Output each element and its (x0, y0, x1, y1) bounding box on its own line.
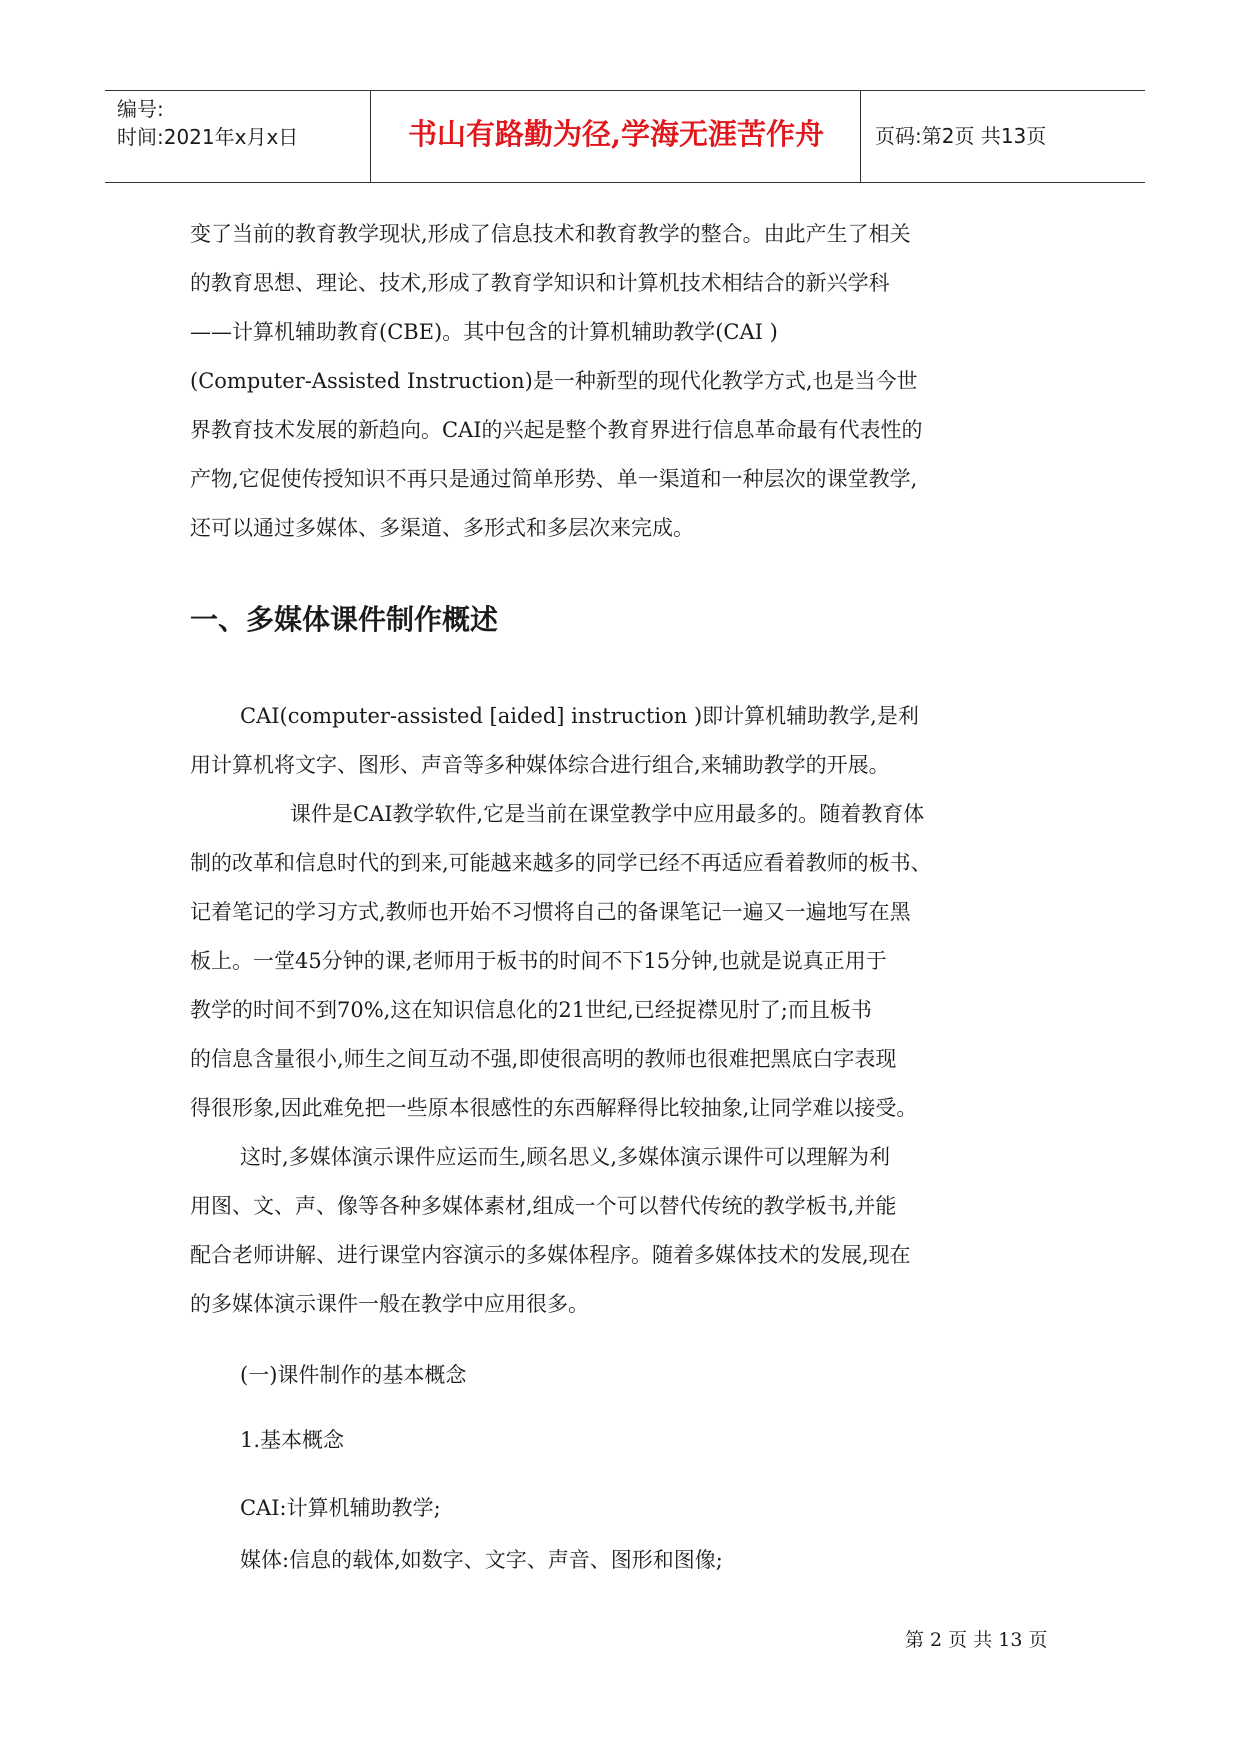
header-motto: 书山有路勤为径,学海无涯苦作舟 (407, 117, 825, 151)
text-line: 变了当前的教育教学现状,形成了信息技术和教育教学的整合。由此产生了相关 (190, 222, 911, 246)
text-line: 这时,多媒体演示课件应运而生,顾名思义,多媒体演示课件可以理解为利 (240, 1145, 891, 1169)
text-line: 用图、文、声、像等各种多媒体素材,组成一个可以替代传统的教学板书,并能 (190, 1194, 897, 1218)
text-line: 的多媒体演示课件一般在教学中应用很多。 (190, 1292, 589, 1316)
page-header (105, 90, 1145, 183)
header-divider (860, 91, 861, 182)
text-line: 记着笔记的学习方式,教师也开始不习惯将自己的备课笔记一遍又一遍地写在黑 (190, 900, 911, 924)
definition-line: CAI:计算机辅助教学; (240, 1496, 441, 1520)
time-label: 时间:2021年x月x日 (117, 125, 299, 149)
subheading: 1.基本概念 (240, 1428, 345, 1452)
subheading: (一)课件制作的基本概念 (240, 1363, 467, 1387)
header-meta (117, 95, 367, 151)
text-line: 板上。一堂45分钟的课,老师用于板书的时间不下15分钟,也就是说真正用于 (190, 949, 887, 973)
text-line: ——计算机辅助教育(CBE)。其中包含的计算机辅助教学(CAI ) (190, 320, 778, 344)
definition-line: 媒体:信息的载体,如数字、文字、声音、图形和图像; (240, 1548, 723, 1572)
text-line: 还可以通过多媒体、多渠道、多形式和多层次来完成。 (190, 516, 694, 540)
header-divider (370, 91, 371, 182)
section-body (190, 692, 1066, 1329)
section-heading: 一、多媒体课件制作概述 (190, 603, 499, 636)
text-line: 配合老师讲解、进行课堂内容演示的多媒体程序。随着多媒体技术的发展,现在 (190, 1243, 911, 1267)
text-line: 课件是CAI教学软件,它是当前在课堂教学中应用最多的。随着教育体 (290, 802, 925, 826)
text-line: 教学的时间不到70%,这在知识信息化的21世纪,已经捉襟见肘了;而且板书 (190, 998, 872, 1022)
page-footer: 第 2 页 共 13 页 (905, 1629, 1048, 1651)
text-line: 的信息含量很小,师生之间互动不强,即使很高明的教师也很难把黑底白字表现 (190, 1047, 897, 1071)
text-line: (Computer-Assisted Instruction)是一种新型的现代化教学方式,也是当今世 (190, 369, 918, 393)
text-line: 得很形象,因此难免把一些原本很感性的东西解释得比较抽象,让同学难以接受。 (190, 1096, 918, 1120)
number-label: 编号: (117, 97, 164, 121)
text-line: 的教育思想、理论、技术,形成了教育学知识和计算机技术相结合的新兴学科 (190, 271, 890, 295)
intro-paragraph (190, 210, 1066, 553)
text-line: 产物,它促使传授知识不再只是通过简单形势、单一渠道和一种层次的课堂教学, (190, 467, 918, 491)
text-line: 制的改革和信息时代的到来,可能越来越多的同学已经不再适应看着教师的板书、 (190, 851, 932, 875)
header-page-label: 页码:第2页 共13页 (875, 124, 1047, 148)
text-line: CAI(computer-assisted [aided] instruction )即计算机辅助教学,是利 (240, 704, 919, 728)
text-line: 用计算机将文字、图形、声音等多种媒体综合进行组合,来辅助教学的开展。 (190, 753, 890, 777)
text-line: 界教育技术发展的新趋向。CAI的兴起是整个教育界进行信息革命最有代表性的 (190, 418, 923, 442)
